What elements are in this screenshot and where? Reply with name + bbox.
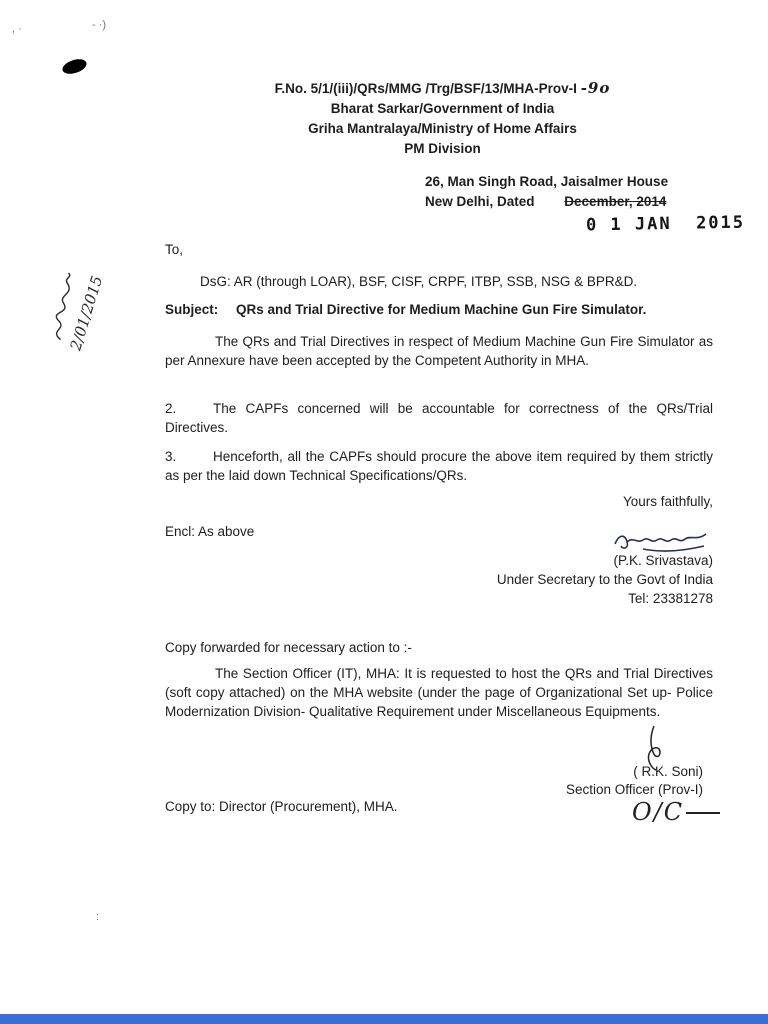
signatory-2-title: Section Officer (Prov-I): [565, 782, 703, 797]
pen-mark: - ·): [92, 19, 107, 31]
dateline-block: [425, 172, 715, 212]
place-label: New Delhi, Dated: [425, 194, 535, 209]
page-edge-bar: [0, 1014, 768, 1024]
paragraph-2: [165, 399, 713, 437]
to-label: To,: [165, 242, 184, 257]
pen-mark: , ·: [12, 23, 22, 35]
file-number-line: [150, 78, 735, 99]
office-address: 26, Man Singh Road, Jaisalmer House: [425, 174, 669, 189]
paragraph-3: [165, 447, 713, 485]
paragraph-2-text: The CAPFs concerned will be accountable for correctness of the QRs/Trial Directives.: [165, 401, 713, 435]
signatory-2-block: [165, 763, 703, 799]
office-copy-mark: [632, 798, 720, 826]
signatory-1-block: [165, 551, 713, 608]
copy-forwarded-heading: Copy forwarded for necessary action to :-: [165, 640, 412, 655]
paragraph-3-number: 3.: [165, 449, 177, 464]
ministry-line: Griha Mantralaya/Ministry of Home Affairs: [308, 121, 577, 136]
file-number-annotation: -9o: [580, 79, 611, 97]
pen-mark: :: [96, 911, 100, 923]
copy-forwarded-paragraph: The Section Officer (IT), MHA: It is requested to host the QRs and Trial Directives (soft copy attached) on the MHA website (under the page of Organizational Set up- Police Modernization Division- Qualitative Requirement under Miscellaneous Equipments.: [165, 666, 713, 719]
office-copy-stroke: [686, 812, 720, 814]
paragraph-2-number: 2.: [165, 401, 177, 416]
margin-date: 2/01/2015: [66, 273, 107, 353]
letter-header: [150, 78, 735, 159]
file-number: F.No. 5/1/(iii)/QRs/MMG /Trg/BSF/13/MHA-Prov-I: [274, 81, 577, 96]
valediction: Yours faithfully,: [622, 494, 713, 509]
signatory-2-name: ( R.K. Soni): [633, 764, 703, 779]
paragraph-3-text: Henceforth, all the CAPFs should procure the above item required by them strictly as per the laid down Technical Specifications/QRs.: [165, 449, 713, 483]
margin-handwritten-note: [28, 222, 118, 397]
ink-blot: [61, 56, 89, 76]
subject-label: Subject:: [165, 302, 219, 317]
signatory-1-name: (P.K. Srivastava): [613, 553, 713, 568]
date-stamp: 0 1 JAN 2015: [585, 212, 746, 236]
signatory-1-tel: Tel: 23381278: [628, 591, 713, 606]
recipients-line: DsG: AR (through LOAR), BSF, CISF, CRPF, ITBP, SSB, NSG & BPR&D.: [200, 274, 638, 289]
struck-out-date: December, 2014: [564, 194, 667, 209]
government-line: Bharat Sarkar/Government of India: [330, 101, 555, 116]
place-and-date-line: [425, 192, 715, 212]
paragraph-1: The QRs and Trial Directives in respect of Medium Machine Gun Fire Simulator as per Annexure have been accepted by the Competent Authority in MHA.: [165, 334, 713, 368]
enclosure-note: Encl: As above: [165, 524, 255, 539]
office-copy-text: O/C: [632, 798, 685, 826]
signatory-1-title: Under Secretary to the Govt of India: [496, 572, 713, 587]
copy-to-line: Copy to: Director (Procurement), MHA.: [165, 799, 398, 814]
division-line: PM Division: [404, 141, 481, 156]
subject-text: QRs and Trial Directive for Medium Machine Gun Fire Simulator.: [236, 302, 647, 317]
subject-line: [165, 300, 720, 319]
